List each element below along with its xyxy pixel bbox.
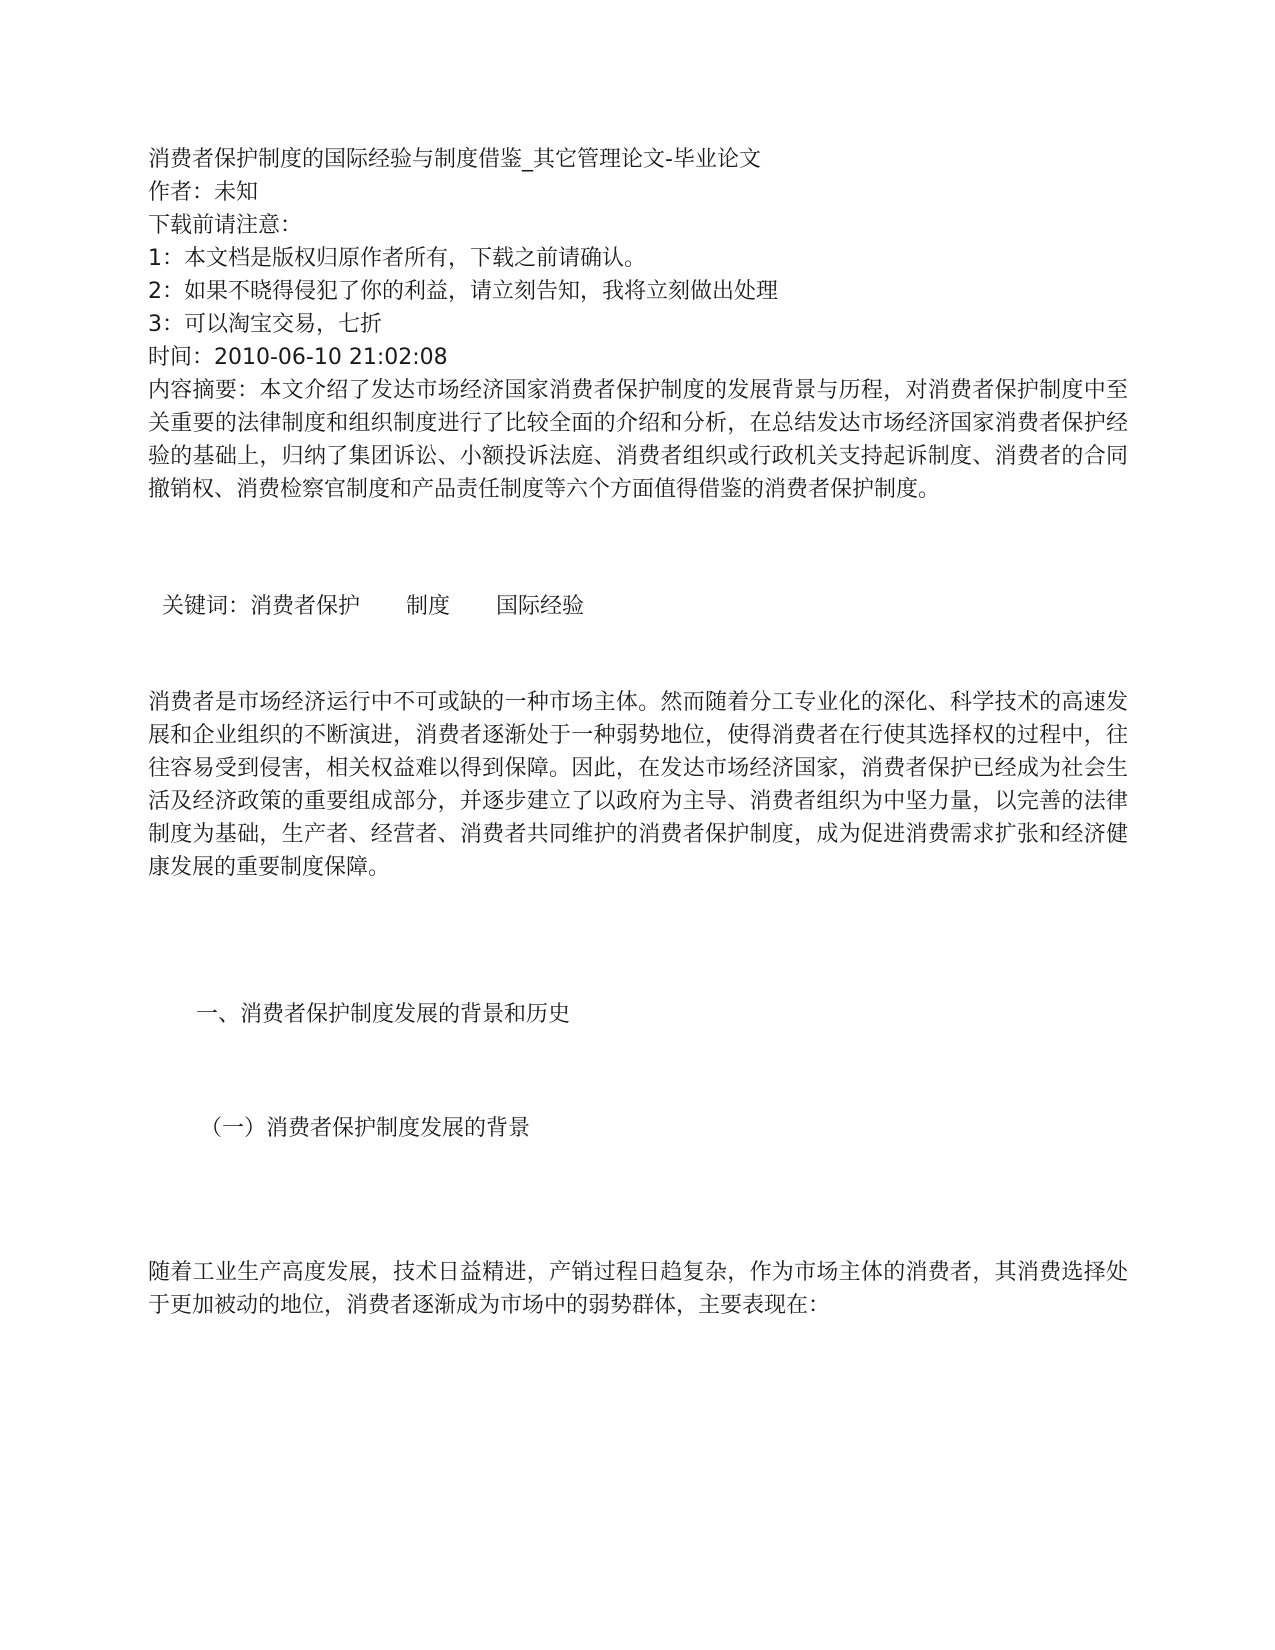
notice-item: 2：如果不晓得侵犯了你的利益，请立刻告知，我将立刻做出处理 [148, 279, 778, 304]
keyword: 国际经验 [496, 594, 585, 619]
subsection-heading: （一）消费者保护制度发展的背景 [200, 1116, 531, 1141]
notice-item: 3：可以淘宝交易，七折 [148, 312, 382, 337]
notice-heading: 下载前请注意： [148, 213, 303, 238]
keyword: 制度 [406, 594, 451, 619]
background-paragraph: 随着工业生产高度发展，技术日益精进，产销过程日趋复杂，作为市场主体的消费者，其消费选择处于更加被动的地位，消费者逐渐成为市场中的弱势群体，主要表现在： [148, 1260, 1128, 1318]
section-heading: 一、消费者保护制度发展的背景和历史 [196, 1002, 571, 1027]
document-title: 消费者保护制度的国际经验与制度借鉴_其它管理论文-毕业论文 [148, 147, 761, 172]
author-line: 作者：未知 [148, 180, 259, 205]
keyword: 消费者保护 [250, 594, 361, 619]
abstract-paragraph: 内容摘要：本文介绍了发达市场经济国家消费者保护制度的发展背景与历程，对消费者保护制度中至关重要的法律制度和组织制度进行了比较全面的介绍和分析，在总结发达市场经济国家消费者保护经验的基础上，归纳了集团诉讼、小额投诉法庭、消费者组织或行政机关支持起诉制度、消费者的合同撤销权、消费检察官制度和产品责任制度等六个方面值得借鉴的消费者保护制度。 [148, 378, 1128, 502]
notice-item: 1：本文档是版权归原作者所有，下载之前请确认。 [148, 246, 646, 271]
keywords-label: 关键词： [162, 594, 251, 619]
time-line: 时间：2010-06-10 21:02:08 [148, 345, 448, 370]
intro-paragraph: 消费者是市场经济运行中不可或缺的一种市场主体。然而随着分工专业化的深化、科学技术的高速发展和企业组织的不断演进，消费者逐渐处于一种弱势地位，使得消费者在行使其选择权的过程中，往往容易受到侵害，相关权益难以得到保障。因此，在发达市场经济国家，消费者保护已经成为社会生活及经济政策的重要组成部分，并逐步建立了以政府为主导、消费者组织为中坚力量，以完善的法律制度为基础，生产者、经营者、消费者共同维护的消费者保护制度，成为促进消费需求扩张和经济健康发展的重要制度保障。 [148, 690, 1128, 880]
keywords-line [162, 590, 584, 623]
